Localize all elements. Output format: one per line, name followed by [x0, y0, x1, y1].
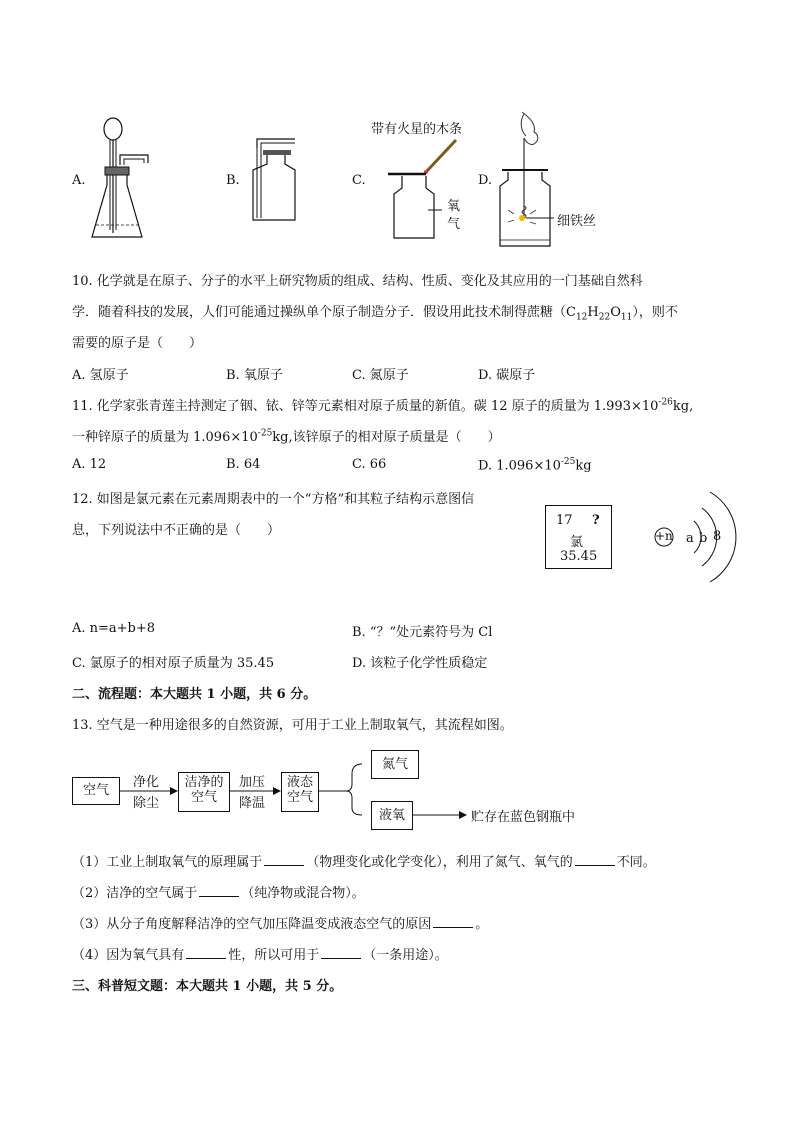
q13-sub3-blank[interactable] [433, 915, 473, 928]
q10-stem-line3: 需要的原子是（ ） [72, 336, 203, 351]
q13-stem: 13. 空气是一种用途很多的自然资源，可用于工业上制取氧气，其流程如图。 [72, 718, 513, 733]
atomic-mass: 35.45 [560, 549, 598, 564]
q13-sub1-blank1[interactable] [264, 853, 304, 866]
figure-c-gas-1: 氧 [447, 199, 461, 214]
q11-option-b[interactable]: B. 64 [226, 457, 261, 472]
section-3-heading: 三、科普短文题：本大题共 1 小题，共 5 分。 [72, 979, 343, 994]
q13-sub3: （3）从分子角度解释洁净的空气加压降温变成液态空气的原因 。 [72, 917, 489, 932]
flow-step1-top: 净化 [133, 775, 160, 790]
q12-option-b[interactable]: B. “？”处元素符号为 Cl [352, 625, 493, 640]
q11-option-c[interactable]: C. 66 [352, 457, 387, 472]
q10-option-c[interactable]: C. 氮原子 [352, 368, 409, 383]
q11-option-a[interactable]: A. 12 [72, 457, 107, 472]
flow-box-air: 空气 [72, 777, 120, 805]
figure-c-caption: 带有火星的木条 [371, 122, 463, 137]
ion-shell-b: b [699, 531, 708, 546]
figure-c-label: C. [352, 173, 366, 188]
element-symbol: ? [592, 513, 600, 528]
q11-stem-line2: 一种锌原子的质量为 $1.096\times 10^{-25}kg$,该锌原子的相对原子质量是（ ） [72, 428, 501, 445]
flow-box-clean-air: 洁净的 空气 [178, 772, 230, 812]
figure-d-caption: 细铁丝 [557, 214, 597, 229]
q10-option-d[interactable]: D. 碳原子 [478, 368, 536, 383]
ion-shell-a: a [686, 531, 694, 546]
flow-step1-bottom: 除尘 [133, 796, 160, 811]
q13-sub4: （4）因为氧气具有 性，所以可用于 （一条用途）。 [72, 948, 448, 963]
flow-box-nitrogen: 氮气 [371, 750, 419, 779]
q12-option-d[interactable]: D. 该粒子化学性质稳定 [352, 656, 488, 671]
q11-stem-line1: 11. 化学家张青莲主持测定了铟、铱、锌等元素相对原子质量的新值。碳 12 原子的质量为 $1.993\times 10^{-26}kg$, [72, 397, 694, 414]
element-name: 氯 [570, 535, 584, 550]
q13-sub2: （2）洁净的空气属于 （纯净物或混合物）。 [72, 886, 365, 901]
ion-shell-8: 8 [713, 529, 722, 544]
q13-sub4-blank1[interactable] [186, 946, 226, 959]
flow-box-liquid-air: 液态 空气 [281, 772, 319, 812]
section-2-heading: 二、流程题：本大题共 1 小题，共 6 分。 [72, 687, 317, 702]
q10-stem-line1: 10. 化学就是在原子、分子的水平上研究物质的组成、结构、性质、变化及其应用的一门基础自然科 [72, 274, 643, 289]
q13-sub4-blank2[interactable] [321, 946, 361, 959]
atomic-number: 17 [556, 513, 573, 528]
q12-stem-line1: 12. 如图是氯元素在元素周期表中的一个“方格”和其粒子结构示意图信 [72, 492, 475, 507]
q11-option-d[interactable]: D. $1.096\times 10^{-25}kg$ [478, 457, 592, 474]
figure-a-label: A. [72, 173, 86, 188]
q12-option-c[interactable]: C. 氯原子的相对原子质量为 35.45 [72, 656, 275, 671]
figure-c-gas-2: 气 [447, 217, 461, 232]
figure-b-label: B. [226, 173, 240, 188]
figure-d-label: D. [478, 173, 493, 188]
flow-storage-text: 贮存在蓝色钢瓶中 [471, 810, 576, 825]
q10-option-a[interactable]: A. 氢原子 [72, 368, 129, 383]
q13-sub1: （1）工业上制取氧气的原理属于 （物理变化或化学变化），利用了氮气、氧气的 不同。 [72, 855, 656, 870]
q12-stem-line2: 息，下列说法中不正确的是（ ） [72, 523, 281, 538]
ion-nucleus-charge: +n [655, 529, 673, 543]
q12-option-a[interactable]: A. n=a+b+8 [72, 621, 156, 636]
q13-sub2-blank[interactable] [199, 884, 239, 897]
q10-stem-line2: 学．随着科技的发展，人们可能通过操纵单个原子制造分子．假设用此技术制得蔗糖$(C_{12}H_{22}O_{11})$，则不 [72, 305, 678, 323]
flow-box-liquid-oxygen: 液氧 [371, 801, 413, 830]
q13-sub1-blank2[interactable] [575, 853, 615, 866]
flow-step2-top: 加压 [239, 775, 266, 790]
flow-step2-bottom: 降温 [239, 796, 266, 811]
q10-option-b[interactable]: B. 氧原子 [226, 368, 283, 383]
